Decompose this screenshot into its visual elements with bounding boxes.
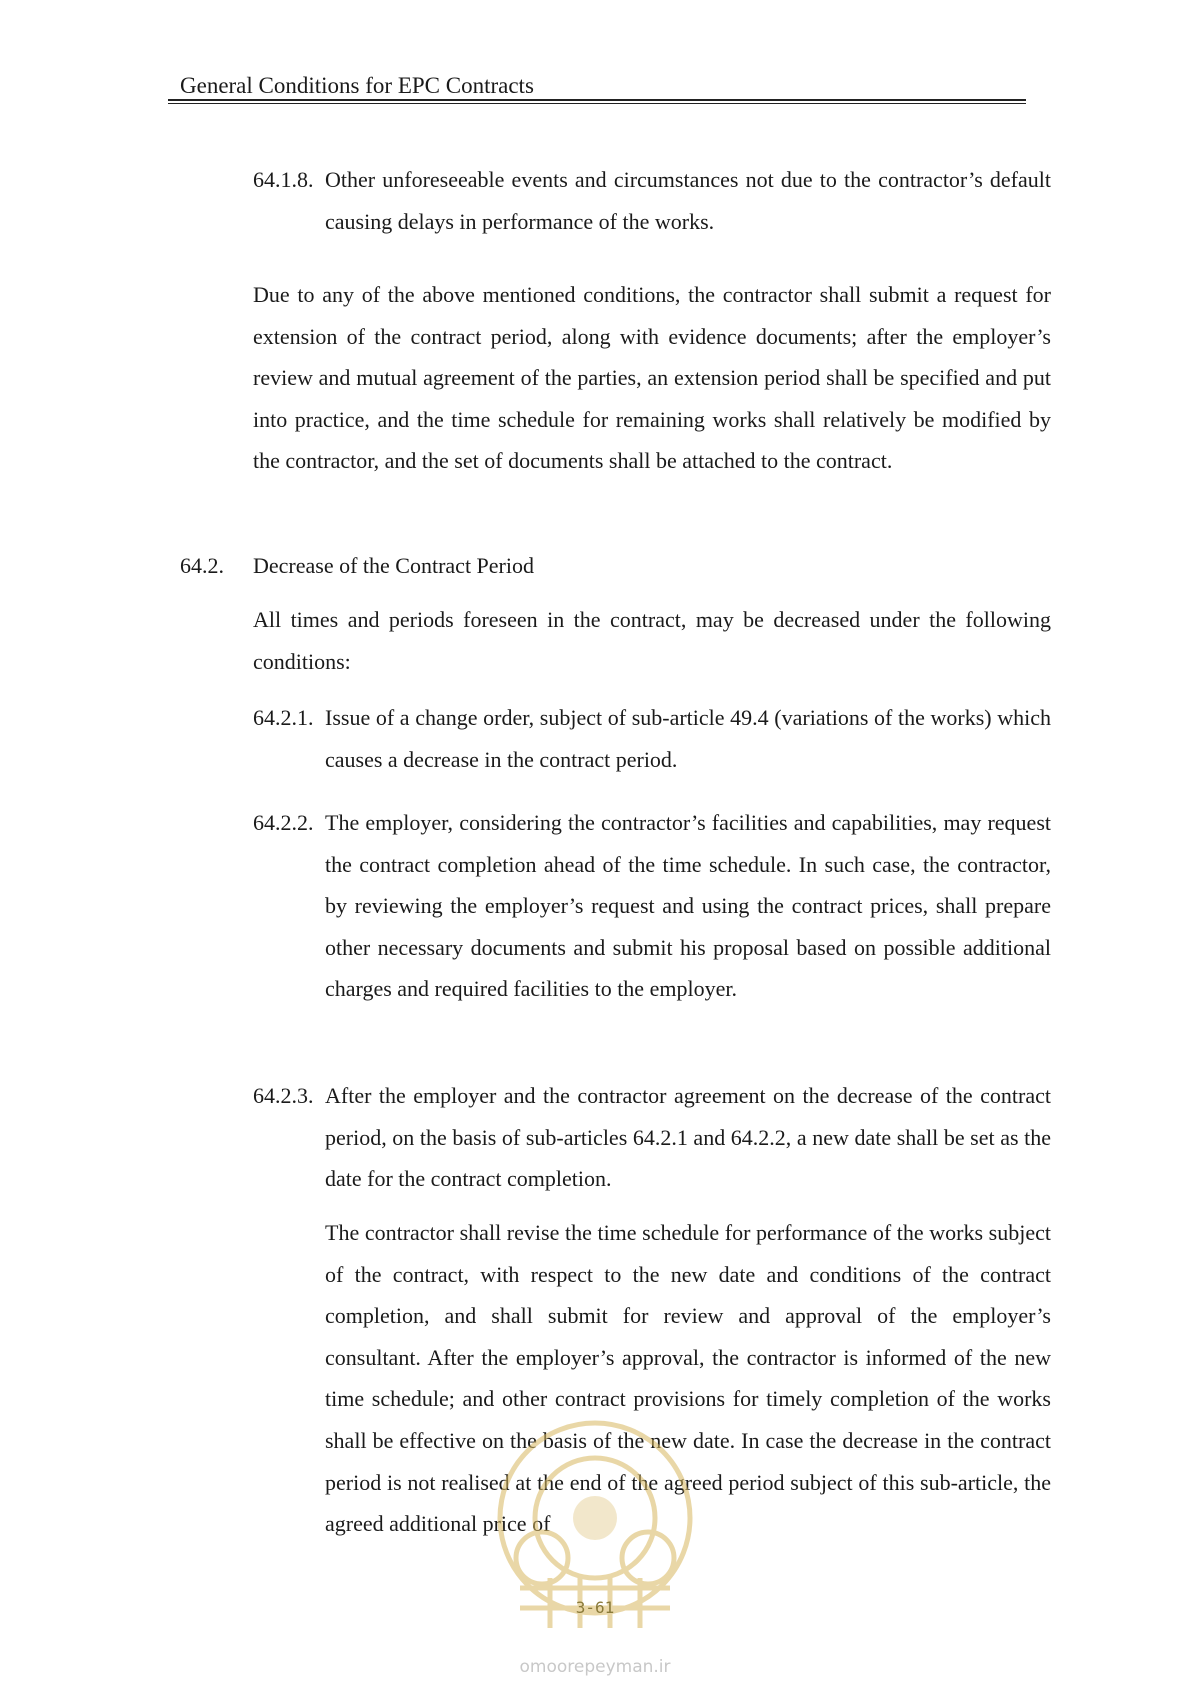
clause-number: 64.2.1. xyxy=(253,705,314,730)
section-number: 64.2. xyxy=(180,553,224,578)
header-rule xyxy=(168,99,1026,101)
clause-64-1-8 xyxy=(253,159,1051,242)
clause-number: 64.2.3. xyxy=(253,1083,314,1108)
header-rule-thin xyxy=(168,103,1026,104)
clause-text: Other unforeseeable events and circumstances not due to the contractor’s default causing delays in performance of the works. xyxy=(325,167,1051,234)
clause-text: After the employer and the contractor agreement on the decrease of the contract period, on the basis of sub-articles 64.2.1 and 64.2.2, a new date shall be set as the date for the contract completion. xyxy=(325,1083,1051,1192)
section-title: Decrease of the Contract Period xyxy=(253,553,534,578)
page-number: 3-61 xyxy=(575,1598,615,1617)
paragraph-extension: Due to any of the above mentioned conditions, the contractor shall submit a request for extension of the contract period, along with evidence documents; after the employer’s review and mutual agreement of the parties, an extension period shall be specified and put into practice, and the time schedule for remaining works shall relatively be modified by the contractor, and the set of documents shall be attached to the contract. xyxy=(253,282,1051,474)
clause-number: 64.1.8. xyxy=(253,167,314,192)
clause-64-2-3 xyxy=(253,1075,1051,1200)
clause-number: 64.2.2. xyxy=(253,810,314,835)
document-title: General Conditions for EPC Contracts xyxy=(180,73,534,98)
clause-text: Issue of a change order, subject of sub-article 49.4 (variations of the works) which causes a decrease in the contract period. xyxy=(325,705,1051,772)
clause-64-2-2 xyxy=(253,802,1051,1010)
paragraph-revise: The contractor shall revise the time schedule for performance of the works subject of the contract, with respect to the new date and conditions of the contract completion, and shall submit for review and approval of the employer’s consultant. After the employer’s approval, the contractor is informed of the new time schedule; and other contract provisions for timely completion of the works shall be effective on the basis of the new date. In case the decrease in the contract period is not realised at the end of the agreed period subject of this sub-article, the agreed additional price of xyxy=(325,1220,1051,1537)
watermark-site: omoorepeyman.ir xyxy=(519,1657,671,1677)
clause-64-2-1 xyxy=(253,697,1051,780)
section-heading-64-2 xyxy=(180,545,534,587)
clause-text: The employer, considering the contractor’s facilities and capabilities, may request the contract completion ahead of the time schedule. In such case, the contractor, by reviewing the employer’s request and using the contract prices, shall prepare other necessary documents and submit his proposal based on possible additional charges and required facilities to the employer. xyxy=(325,810,1051,1002)
paragraph-conditions: All times and periods foreseen in the contract, may be decreased under the following conditions: xyxy=(253,607,1051,674)
